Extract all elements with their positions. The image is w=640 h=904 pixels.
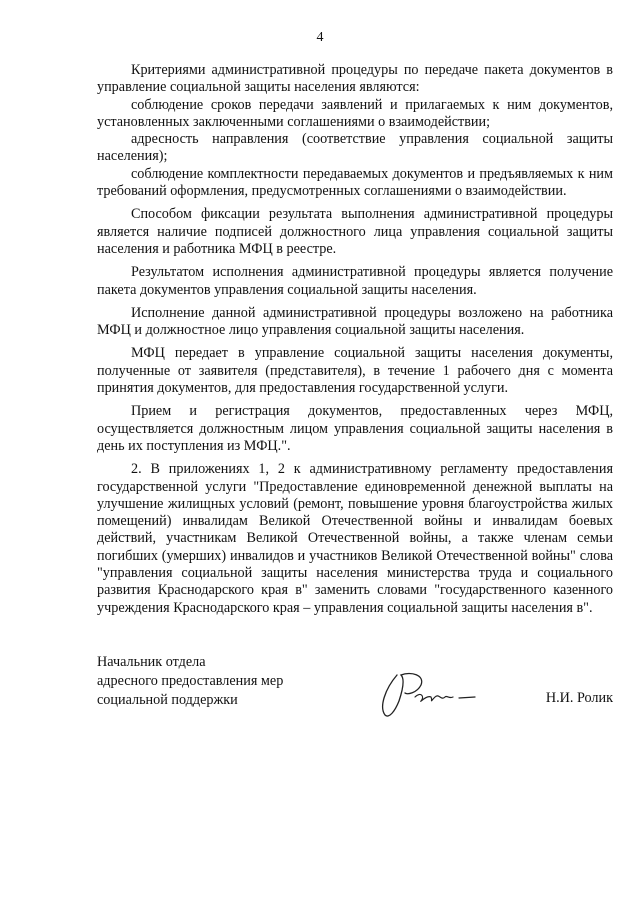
signer-title-line: социальной поддержки [97, 692, 238, 708]
paragraph-result: Результатом исполнения административной процедуры является получение пакета документов управления социальной защиты населения. [97, 264, 613, 298]
paragraph-result-fixation: Способом фиксации результата выполнения административной процедуры является наличие подписей должностного лица управления социальной защиты населения и работника МФЦ в реестре. [97, 206, 613, 257]
paragraph-responsibility: Исполнение данной административной процедуры возложено на работника МФЦ и должностное лицо управления социальной защиты населения. [97, 304, 613, 339]
page-number: 4 [316, 30, 324, 45]
paragraph-amendment: 2. В приложениях 1, 2 к административному регламенту предоставления государственной услуги "Предоставление единовременной денежной выплаты на улучшение жилищных условий (ремонт, повышение уровня благоустройства жилых помещений) инвалидам Великой Отечественной войны и инвалидам боевых действий, участникам Великой Отечественной войны, а также членам семьи погибших (умерших) инвалидов и участников Великой Отечественной войны" слова "управления социальной защиты населения министерства труда и социального развития Краснодарского края в" заменить словами "государственного казенного учреждения Краснодарского края – управления социальной защиты населения в". [97, 461, 613, 616]
signer-title-line: Начальник отдела [97, 654, 206, 670]
signer-title [97, 653, 613, 710]
paragraph-criteria-completeness: соблюдение комплектности передаваемых документов и предъявляемых к ним требований оформления, предусмотренных соглашениями о взаимодействии. [97, 165, 613, 200]
paragraph-criteria-deadlines: соблюдение сроков передачи заявлений и прилагаемых к ним документов, установленных заключенными соглашениями о взаимодействии; [97, 96, 613, 130]
signer-name: Н.И. Ролик [545, 690, 613, 706]
paragraph-registration: Прием и регистрация документов, предоставленных через МФЦ, осуществляется должностным лицом управления социальной защиты населения в день их поступления из МФЦ.". [97, 403, 613, 454]
paragraph-transfer: МФЦ передает в управление социальной защиты населения документы, полученные от заявителя (представителя), в течение 1 рабочего дня с момента принятия документов, для предоставления государственной услуги. [97, 345, 613, 397]
signature-block [97, 653, 613, 723]
paragraph-criteria-intro: Критериями административной процедуры по передаче пакета документов в управление социальной защиты населения являются: [97, 62, 613, 96]
paragraph-criteria-addressing: адресность направления (соответствие управления социальной защиты населения); [97, 131, 613, 165]
signer-title-line: адресного предоставления мер [97, 673, 284, 689]
document-body [97, 62, 613, 623]
handwritten-signature [375, 667, 485, 719]
